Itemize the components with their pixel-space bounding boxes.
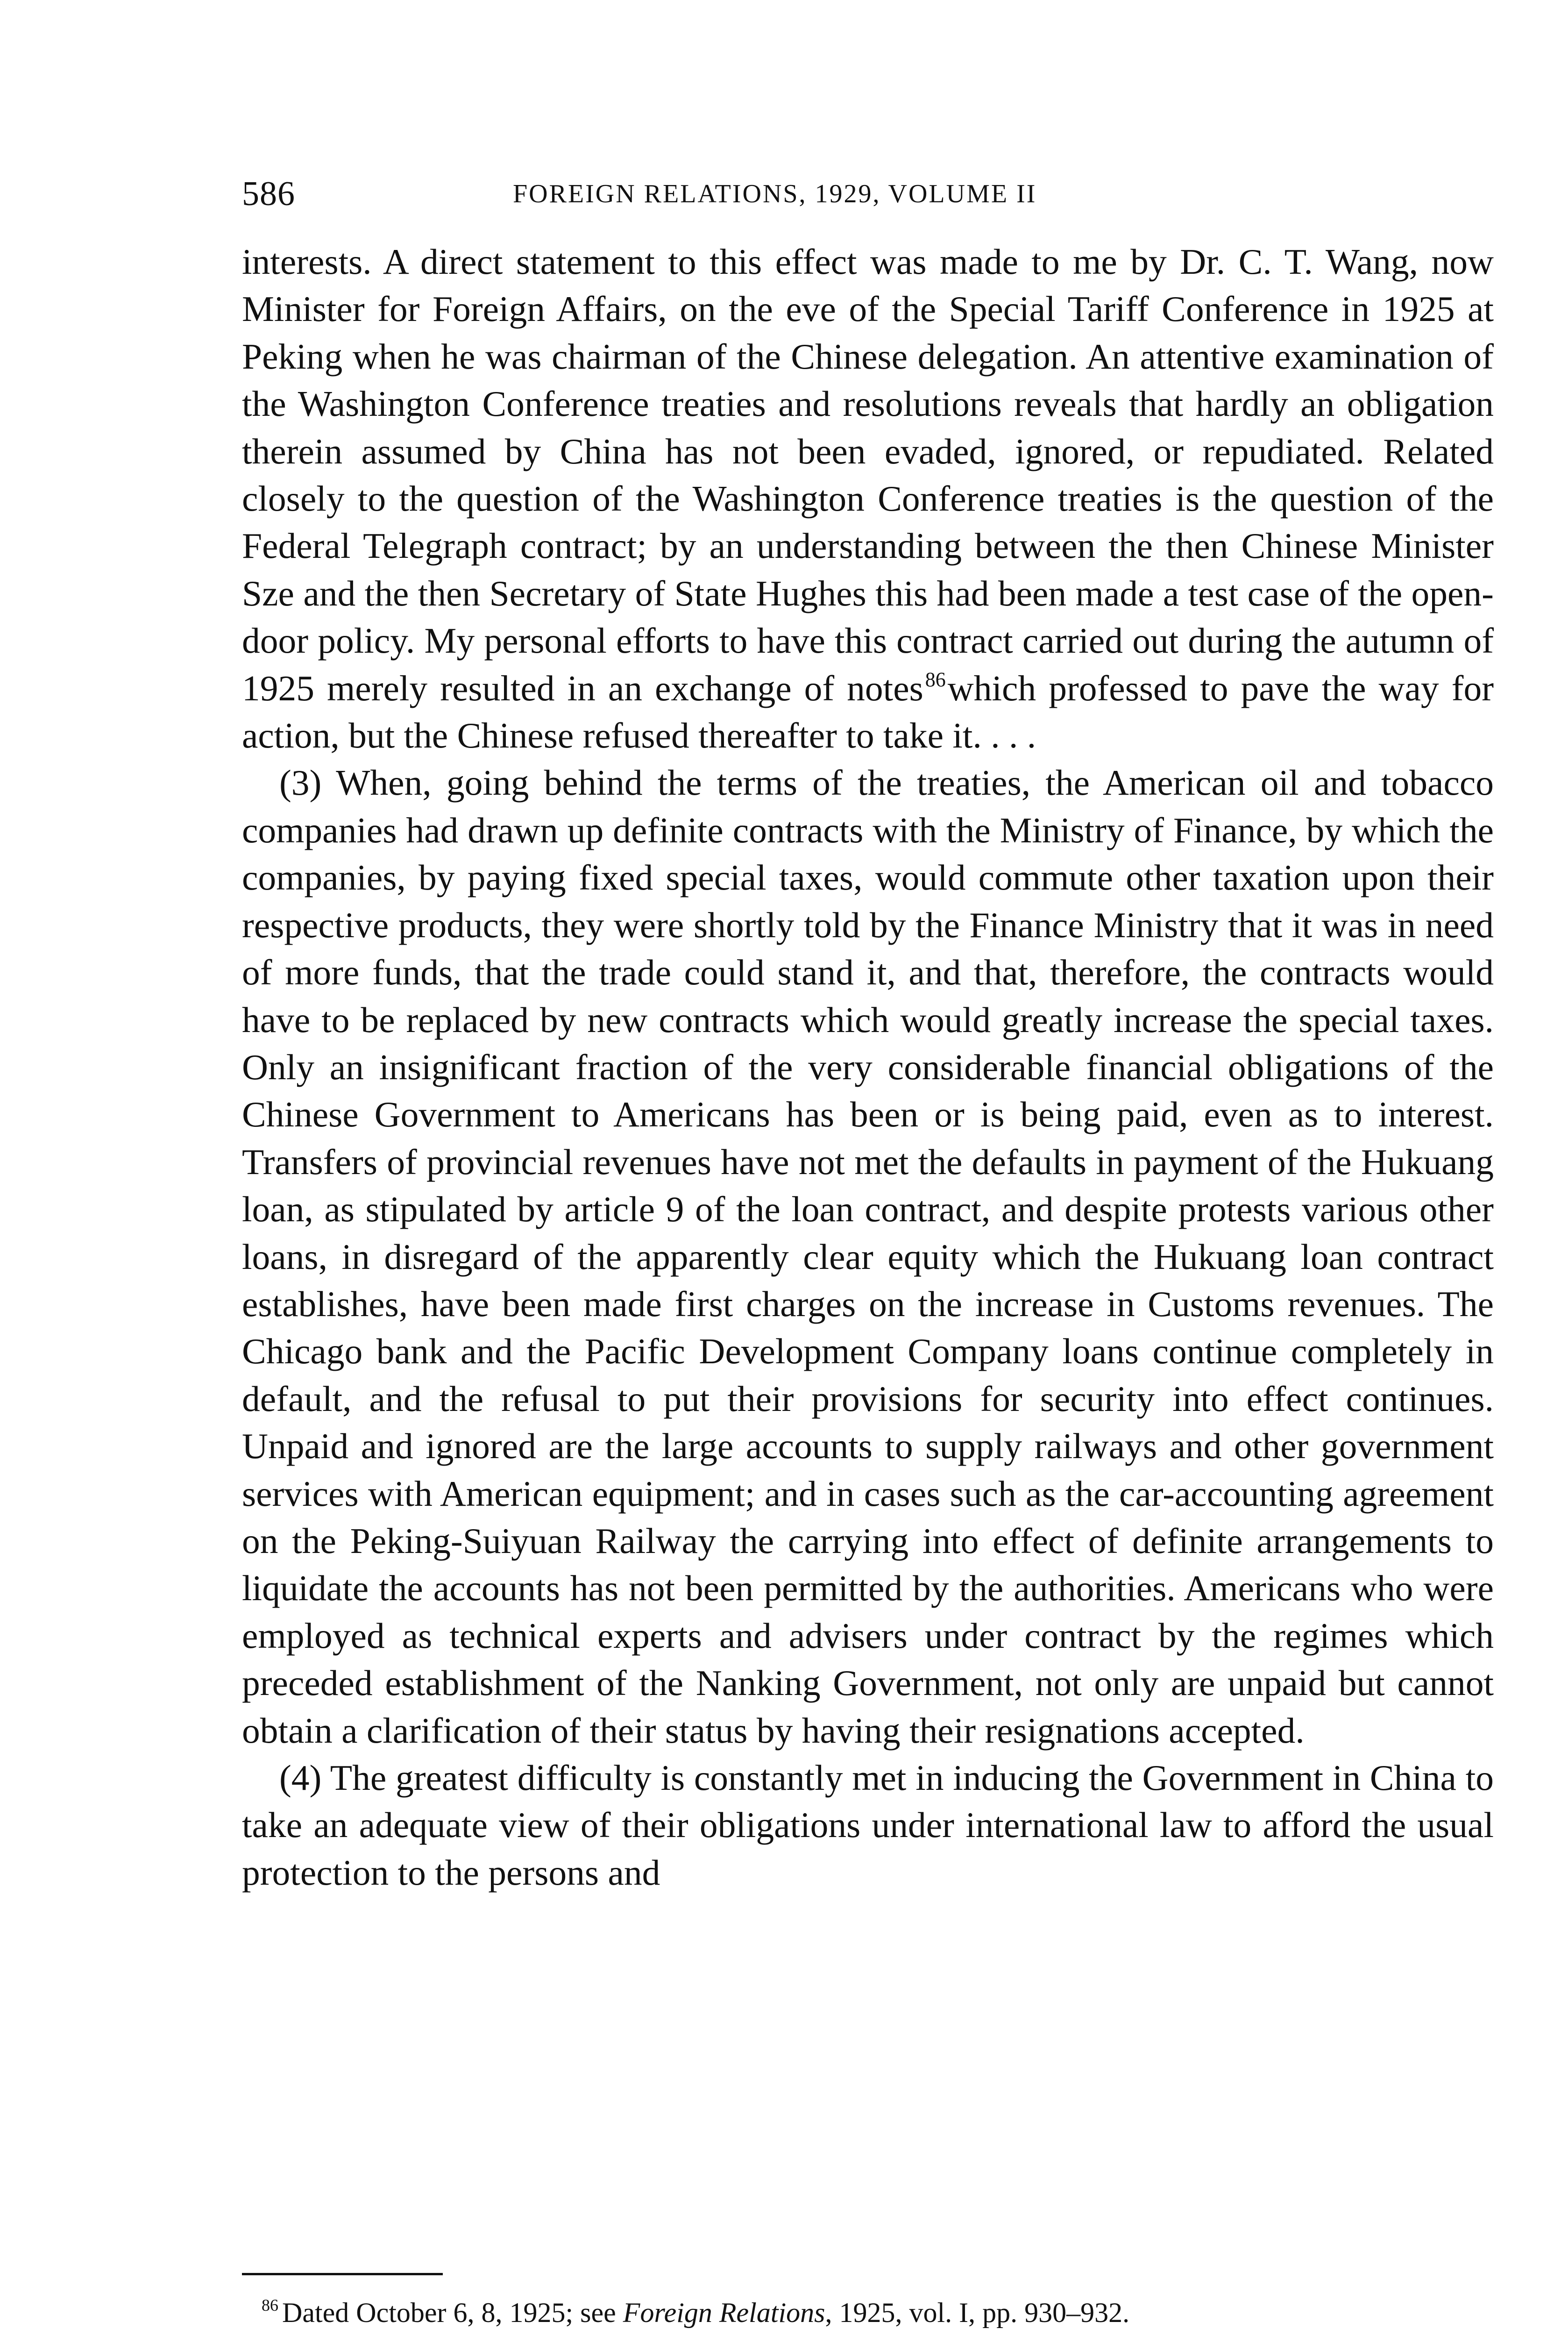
footnote-divider — [242, 2273, 443, 2275]
paragraph-text: interests. A direct statement to this effect was made to me by Dr. C. T. Wang, now Minister for Foreign Affairs, on the eve of the Special Tariff Conference in 1925 at Peking when he was chairman of the Chinese delegation. An attentive examination of the Washington Conference treaties and resolutions reveals that hardly an obligation therein assumed by China has not been evaded, ignored, or repudiated. Related closely to the question of the Washington Conference treaties is the question of the Federal Telegraph contract; by an understanding between the then Chinese Minister Sze and the then Secretary of State Hughes this had been made a test case of the open-door policy. My personal efforts to have this contract carried out during the autumn of 1925 merely resulted in an exchange of notes — [242, 242, 1494, 708]
paragraph-point-3: (3) When, going behind the terms of the treaties, the American oil and tobacco companies had drawn up definite contracts with the Ministry of Finance, by which the companies, by paying fixed special taxes, would commute other taxation upon their respective products, they were shortly told by the Finance Ministry that it was in need of more funds, that the trade could stand it, and that, therefore, the contracts would have to be replaced by new contracts which would greatly increase the special taxes. Only an insignificant fraction of the very considerable financial obligations of the Chinese Government to Americans has been or is being paid, even as to interest. Transfers of provincial revenues have not met the defaults in payment of the Hukuang loan, as stipulated by article 9 of the loan contract, and despite protests various other loans, in disregard of the apparently clear equity which the Hukuang loan contract establishes, have been made first charges on the increase in Customs revenues. The Chicago bank and the Pacific Development Company loans continue completely in default, and the refusal to put their provisions for security into effect continues. Unpaid and ignored are the large accounts to supply railways and other government services with American equipment; and in cases such as the car-accounting agreement on the Peking-Suiyuan Railway the carrying into effect of definite arrangements to liquidate the accounts has not been permitted by the authorities. Americans who were employed as technical experts and advisers under contract by the regimes which preceded establishment of the Nanking Government, not only are unpaid but cannot obtain a clarification of their status by having their resignations accepted. — [242, 762, 1494, 1751]
footnote — [262, 2292, 1495, 2334]
paragraph-text: which professed to pave the way for action, but the Chinese refused thereafter to take it. . . . — [242, 668, 1494, 756]
footnote-citation-details: , 1925, vol. I, pp. 930–932. — [825, 2297, 1130, 2328]
paragraph-continued — [242, 238, 1494, 759]
page-number: 586 — [242, 175, 295, 213]
footnote-reference[interactable]: 86 — [925, 668, 946, 691]
body-text — [242, 238, 1494, 1896]
footnote-mark: 86 — [262, 2296, 278, 2315]
running-head: FOREIGN RELATIONS, 1929, VOLUME II — [513, 179, 1037, 208]
footnote-citation-title: Foreign Relations — [623, 2297, 825, 2328]
page-header — [242, 168, 1494, 220]
paragraph-point-4: (4) The greatest difficulty is constantly met in inducing the Government in China to take an adequate view of their obligations under international law to afford the usual protection to the persons and — [242, 1758, 1494, 1893]
footnote-text: Dated October 6, 8, 1925; see — [282, 2297, 616, 2328]
